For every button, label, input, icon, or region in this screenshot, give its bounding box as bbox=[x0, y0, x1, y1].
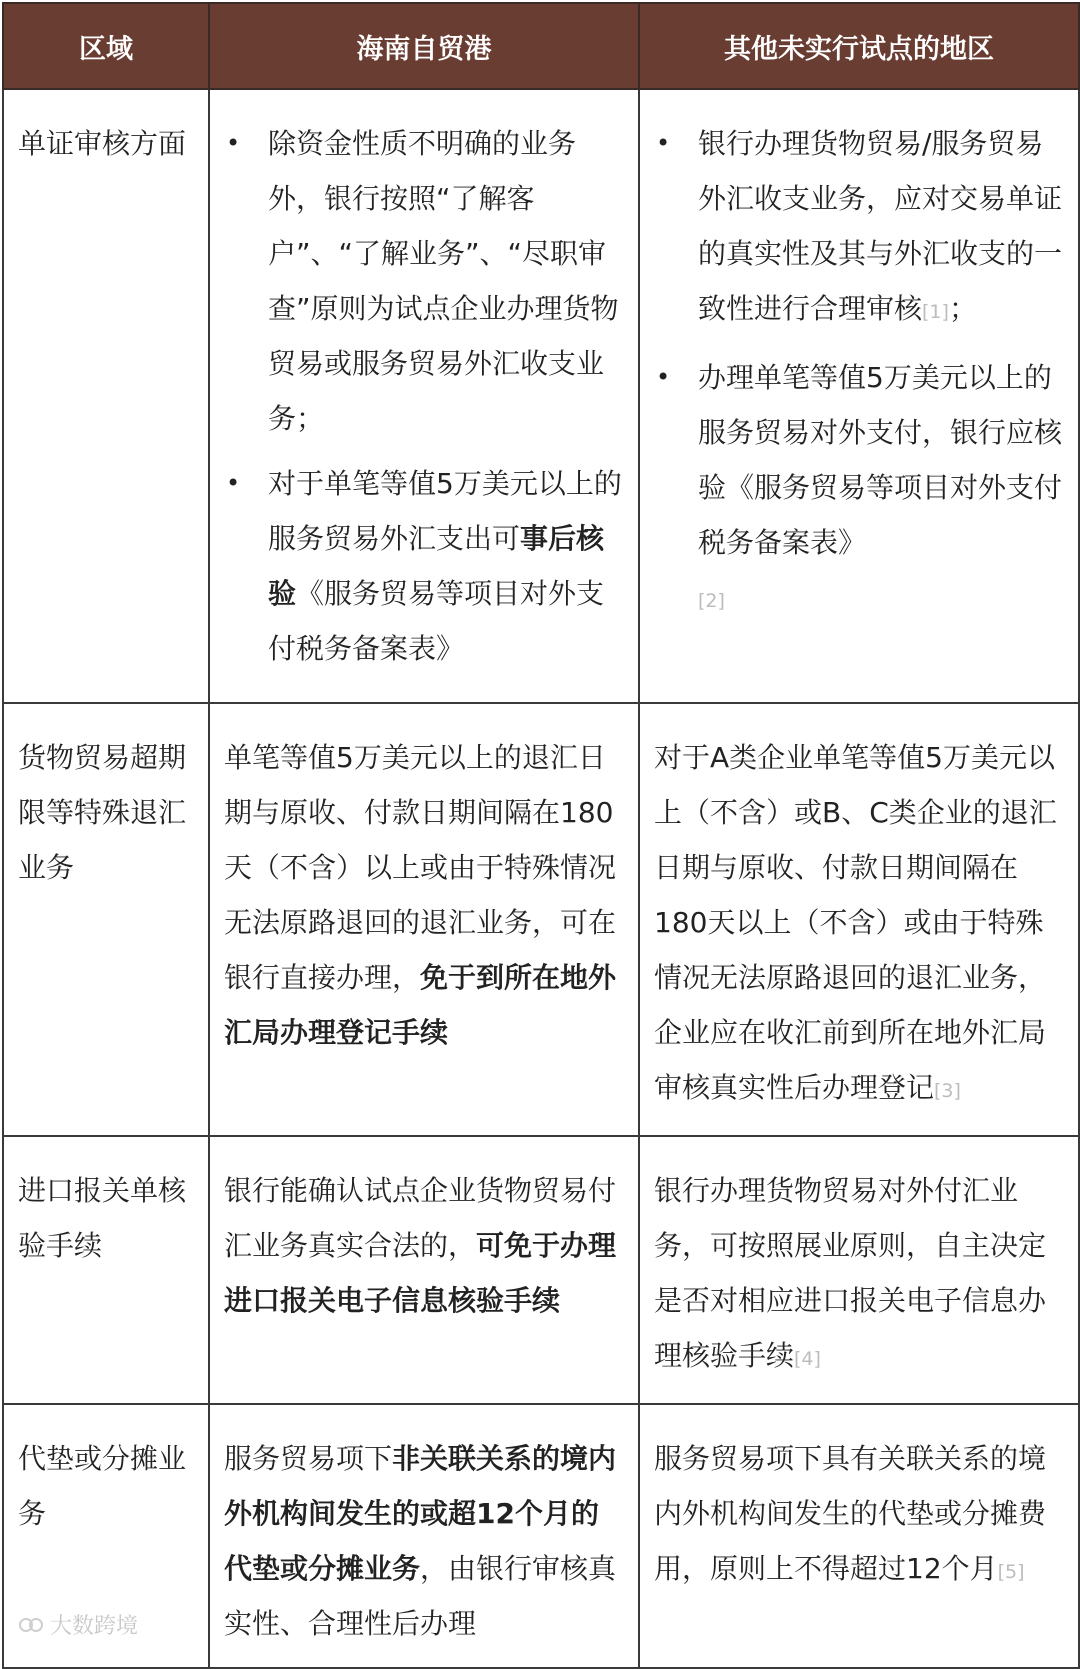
row-label: 货物贸易超期限等特殊退汇业务 bbox=[3, 703, 209, 1136]
header-other: 其他未实行试点的地区 bbox=[639, 3, 1079, 89]
watermark-text: 大数跨境 bbox=[50, 1614, 139, 1639]
table-row bbox=[3, 89, 1079, 703]
bullet-text: 除资金性质不明确的业务外，银行按照“了解客户”、“了解业务”、“尽职审查”原则为试点企业办理货物贸易或服务贸易外汇收支业务； bbox=[268, 127, 619, 435]
list-item bbox=[654, 116, 1064, 340]
comparison-table bbox=[2, 2, 1080, 1669]
row-label: 单证审核方面 bbox=[3, 89, 209, 703]
watermark-logo-icon bbox=[18, 1614, 44, 1636]
reference-link[interactable]: [4] bbox=[794, 1348, 821, 1370]
list-item bbox=[224, 456, 624, 676]
bullet-text: 对于单笔等值5万美元以上的服务贸易外汇支出可 bbox=[268, 467, 622, 555]
bullet-icon: • bbox=[226, 129, 241, 157]
bold-text: 可免于办理进口报关电子信息核验手续 bbox=[224, 1229, 617, 1317]
hainan-bullet-list bbox=[224, 116, 624, 676]
cell-text: ，由银行审核真实性、合理性后办理 bbox=[224, 1552, 617, 1640]
other-bullet-list bbox=[654, 116, 1064, 629]
reference-link[interactable]: [3] bbox=[934, 1080, 961, 1102]
bullet-icon: • bbox=[656, 363, 671, 391]
hainan-cell bbox=[209, 1404, 639, 1668]
cell-text: 服务贸易项下 bbox=[224, 1442, 393, 1475]
bold-text: 免于到所在地外汇局办理登记手续 bbox=[224, 961, 617, 1049]
other-cell bbox=[639, 1136, 1079, 1404]
other-cell bbox=[639, 89, 1079, 703]
table-row bbox=[3, 1136, 1079, 1404]
list-item bbox=[224, 116, 624, 446]
list-item bbox=[654, 350, 1064, 629]
cell-text: 服务贸易项下具有关联关系的境内外机构间发生的代垫或分摊费用，原则上不得超过12个月 bbox=[654, 1442, 1047, 1585]
bullet-text: 银行办理货物贸易/服务贸易外汇收支业务，应对交易单证的真实性及其与外汇收支的一致性进行合理审核 bbox=[698, 127, 1063, 325]
hainan-cell bbox=[209, 1136, 639, 1404]
cell-text: 单笔等值5万美元以上的退汇日期与原收、付款日期间隔在180天（不含）以上或由于特殊情况无法原路退回的退汇业务，可在银行直接办理， bbox=[224, 741, 617, 994]
table-row bbox=[3, 703, 1079, 1136]
bullet-text: 办理单笔等值5万美元以上的服务贸易对外支付，银行应核验《服务贸易等项目对外支付税务备案表》 bbox=[698, 361, 1063, 559]
bullet-icon: • bbox=[226, 469, 241, 497]
table-row bbox=[3, 1404, 1079, 1668]
row-label: 代垫或分摊业务 bbox=[3, 1404, 209, 1668]
header-region: 区域 bbox=[3, 3, 209, 89]
bold-text: 事后核验 bbox=[268, 522, 605, 610]
bullet-text: ； bbox=[948, 292, 977, 325]
other-cell bbox=[639, 1404, 1079, 1668]
row-label: 进口报关单核验手续 bbox=[3, 1136, 209, 1404]
reference-link[interactable]: [2] bbox=[698, 590, 725, 612]
table-header-row bbox=[3, 3, 1079, 89]
reference-link[interactable]: [1] bbox=[922, 301, 949, 323]
hainan-cell bbox=[209, 89, 639, 703]
cell-text: 对于A类企业单笔等值5万美元以上（不含）或B、C类企业的退汇日期与原收、付款日期间隔在180天以上（不含）或由于特殊情况无法原路退回的退汇业务，企业应在收汇前到所在地外汇局审核真实性后办理登记 bbox=[654, 741, 1057, 1104]
header-hainan: 海南自贸港 bbox=[209, 3, 639, 89]
watermark bbox=[18, 1609, 138, 1640]
cell-text: 银行能确认试点企业货物贸易付汇业务真实合法的， bbox=[224, 1174, 617, 1262]
reference-link[interactable]: [5] bbox=[997, 1561, 1025, 1583]
hainan-cell bbox=[209, 703, 639, 1136]
bullet-icon: • bbox=[656, 129, 671, 157]
other-cell bbox=[639, 703, 1079, 1136]
bullet-text: 《服务贸易等项目对外支付税务备案表》 bbox=[268, 577, 605, 665]
bold-text: 非关联关系的境内外机构间发生的或超12个月的代垫或分摊业务 bbox=[224, 1442, 617, 1585]
cell-text: 银行办理货物贸易对外付汇业务，可按照展业原则，自主决定是否对相应进口报关电子信息办理核验手续 bbox=[654, 1174, 1047, 1372]
